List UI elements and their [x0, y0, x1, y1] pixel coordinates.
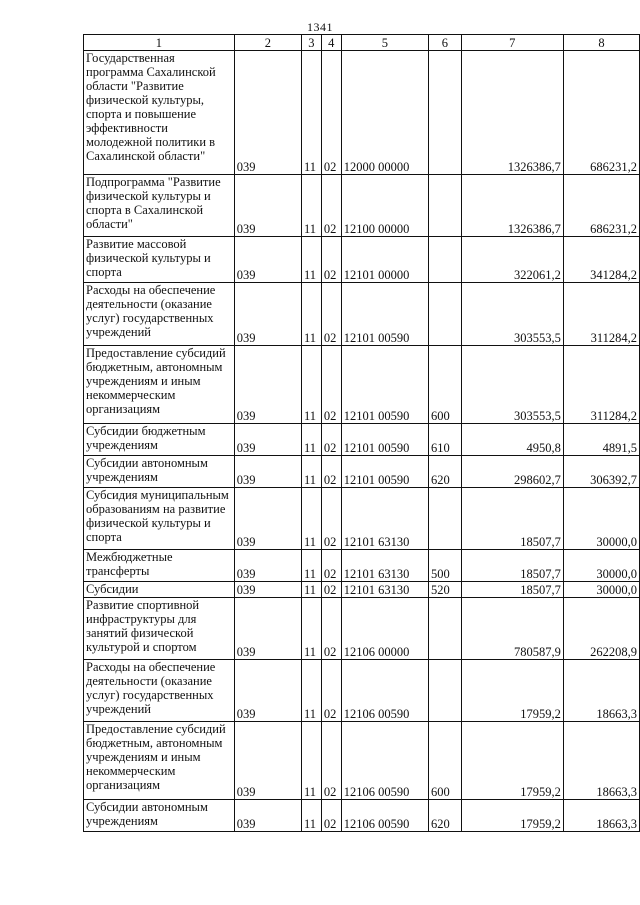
section-code: 11 [301, 424, 321, 456]
table-row [84, 175, 640, 237]
section-code: 11 [301, 660, 321, 722]
section-code: 11 [301, 598, 321, 660]
header-cell: 5 [341, 35, 428, 51]
amount-col7: 303553,5 [461, 346, 563, 424]
amount-col7: 4950,8 [461, 424, 563, 456]
subsection-code: 02 [321, 598, 341, 660]
table-row [84, 582, 640, 598]
target-code: 12101 63130 [341, 582, 428, 598]
subsection-code: 02 [321, 488, 341, 550]
target-code: 12101 63130 [341, 550, 428, 582]
target-code: 12000 00000 [341, 51, 428, 175]
ved-code: 039 [234, 582, 301, 598]
amount-col7: 17959,2 [461, 660, 563, 722]
ved-code: 039 [234, 722, 301, 800]
subsection-code: 02 [321, 237, 341, 283]
row-name: Субсидии бюджетным учреждениям [84, 424, 235, 456]
amount-col7: 18507,7 [461, 550, 563, 582]
ved-code: 039 [234, 488, 301, 550]
row-name: Субсидии автономным учреждениям [84, 456, 235, 488]
row-name: Предоставление субсидий бюджетным, автономным учреждениям и иным некоммерческим организациям [84, 346, 235, 424]
header-cell: 3 [301, 35, 321, 51]
row-name: Субсидии автономным учреждениям [84, 800, 235, 832]
page-number: 1341 [307, 20, 333, 34]
expense-type-code: 620 [429, 456, 462, 488]
table-row [84, 346, 640, 424]
target-code: 12101 00000 [341, 237, 428, 283]
section-code: 11 [301, 582, 321, 598]
target-code: 12101 00590 [341, 283, 428, 346]
section-code: 11 [301, 51, 321, 175]
ved-code: 039 [234, 550, 301, 582]
ved-code: 039 [234, 237, 301, 283]
target-code: 12106 00000 [341, 598, 428, 660]
header-cell: 1 [84, 35, 235, 51]
row-name: Развитие спортивной инфраструктуры для занятий физической культурой и спортом [84, 598, 235, 660]
ved-code: 039 [234, 456, 301, 488]
ved-code: 039 [234, 283, 301, 346]
subsection-code: 02 [321, 550, 341, 582]
subsection-code: 02 [321, 424, 341, 456]
amount-col8: 4891,5 [563, 424, 639, 456]
budget-table [83, 34, 640, 832]
header-cell: 7 [461, 35, 563, 51]
expense-type-code: 610 [429, 424, 462, 456]
header-cell: 2 [234, 35, 301, 51]
amount-col7: 780587,9 [461, 598, 563, 660]
subsection-code: 02 [321, 456, 341, 488]
subsection-code: 02 [321, 660, 341, 722]
table-row [84, 488, 640, 550]
expense-type-code [429, 660, 462, 722]
expense-type-code: 520 [429, 582, 462, 598]
expense-type-code: 620 [429, 800, 462, 832]
amount-col7: 298602,7 [461, 456, 563, 488]
amount-col8: 341284,2 [563, 237, 639, 283]
section-code: 11 [301, 175, 321, 237]
table-row [84, 237, 640, 283]
expense-type-code [429, 598, 462, 660]
section-code: 11 [301, 346, 321, 424]
amount-col8: 30000,0 [563, 582, 639, 598]
expense-type-code: 600 [429, 722, 462, 800]
section-code: 11 [301, 550, 321, 582]
row-name: Предоставление субсидий бюджетным, автономным учреждениям и иным некоммерческим организациям [84, 722, 235, 800]
expense-type-code [429, 237, 462, 283]
row-name: Субсидия муниципальным образованиям на развитие физической культуры и спорта [84, 488, 235, 550]
amount-col7: 18507,7 [461, 488, 563, 550]
header-cell: 4 [321, 35, 341, 51]
header-cell: 8 [563, 35, 639, 51]
expense-type-code: 600 [429, 346, 462, 424]
ved-code: 039 [234, 424, 301, 456]
target-code: 12101 63130 [341, 488, 428, 550]
target-code: 12100 00000 [341, 175, 428, 237]
target-code: 12106 00590 [341, 800, 428, 832]
amount-col8: 311284,2 [563, 283, 639, 346]
ved-code: 039 [234, 800, 301, 832]
table-row [84, 283, 640, 346]
expense-type-code: 500 [429, 550, 462, 582]
target-code: 12101 00590 [341, 346, 428, 424]
subsection-code: 02 [321, 283, 341, 346]
table-row [84, 722, 640, 800]
amount-col7: 18507,7 [461, 582, 563, 598]
row-name: Развитие массовой физической культуры и спорта [84, 237, 235, 283]
section-code: 11 [301, 456, 321, 488]
ved-code: 039 [234, 51, 301, 175]
row-name: Субсидии [84, 582, 235, 598]
ved-code: 039 [234, 660, 301, 722]
table-row [84, 424, 640, 456]
amount-col7: 303553,5 [461, 283, 563, 346]
subsection-code: 02 [321, 582, 341, 598]
target-code: 12106 00590 [341, 660, 428, 722]
table-row [84, 456, 640, 488]
amount-col8: 311284,2 [563, 346, 639, 424]
section-code: 11 [301, 283, 321, 346]
amount-col8: 686231,2 [563, 51, 639, 175]
ved-code: 039 [234, 598, 301, 660]
row-name: Государственная программа Сахалинской области "Развитие физической культуры, спорта и повышение эффективности молодежной политики в Сахалинской области" [84, 51, 235, 175]
expense-type-code [429, 51, 462, 175]
amount-col7: 1326386,7 [461, 51, 563, 175]
amount-col8: 18663,3 [563, 660, 639, 722]
expense-type-code [429, 283, 462, 346]
subsection-code: 02 [321, 51, 341, 175]
section-code: 11 [301, 488, 321, 550]
section-code: 11 [301, 722, 321, 800]
amount-col8: 306392,7 [563, 456, 639, 488]
row-name: Подпрограмма "Развитие физической культуры и спорта в Сахалинской области" [84, 175, 235, 237]
amount-col8: 18663,3 [563, 800, 639, 832]
ved-code: 039 [234, 346, 301, 424]
amount-col8: 18663,3 [563, 722, 639, 800]
row-name: Расходы на обеспечение деятельности (оказание услуг) государственных учреждений [84, 283, 235, 346]
table-row [84, 550, 640, 582]
table-row [84, 660, 640, 722]
amount-col8: 30000,0 [563, 488, 639, 550]
amount-col7: 1326386,7 [461, 175, 563, 237]
subsection-code: 02 [321, 800, 341, 832]
target-code: 12101 00590 [341, 456, 428, 488]
row-name: Межбюджетные трансферты [84, 550, 235, 582]
amount-col7: 17959,2 [461, 722, 563, 800]
section-code: 11 [301, 800, 321, 832]
amount-col8: 30000,0 [563, 550, 639, 582]
expense-type-code [429, 175, 462, 237]
table-header-row [84, 35, 640, 51]
amount-col8: 262208,9 [563, 598, 639, 660]
subsection-code: 02 [321, 722, 341, 800]
table-row [84, 598, 640, 660]
table-row [84, 51, 640, 175]
expense-type-code [429, 488, 462, 550]
amount-col7: 17959,2 [461, 800, 563, 832]
subsection-code: 02 [321, 346, 341, 424]
row-name: Расходы на обеспечение деятельности (оказание услуг) государственных учреждений [84, 660, 235, 722]
header-cell: 6 [429, 35, 462, 51]
target-code: 12101 00590 [341, 424, 428, 456]
section-code: 11 [301, 237, 321, 283]
amount-col7: 322061,2 [461, 237, 563, 283]
amount-col8: 686231,2 [563, 175, 639, 237]
table-row [84, 800, 640, 832]
subsection-code: 02 [321, 175, 341, 237]
target-code: 12106 00590 [341, 722, 428, 800]
ved-code: 039 [234, 175, 301, 237]
